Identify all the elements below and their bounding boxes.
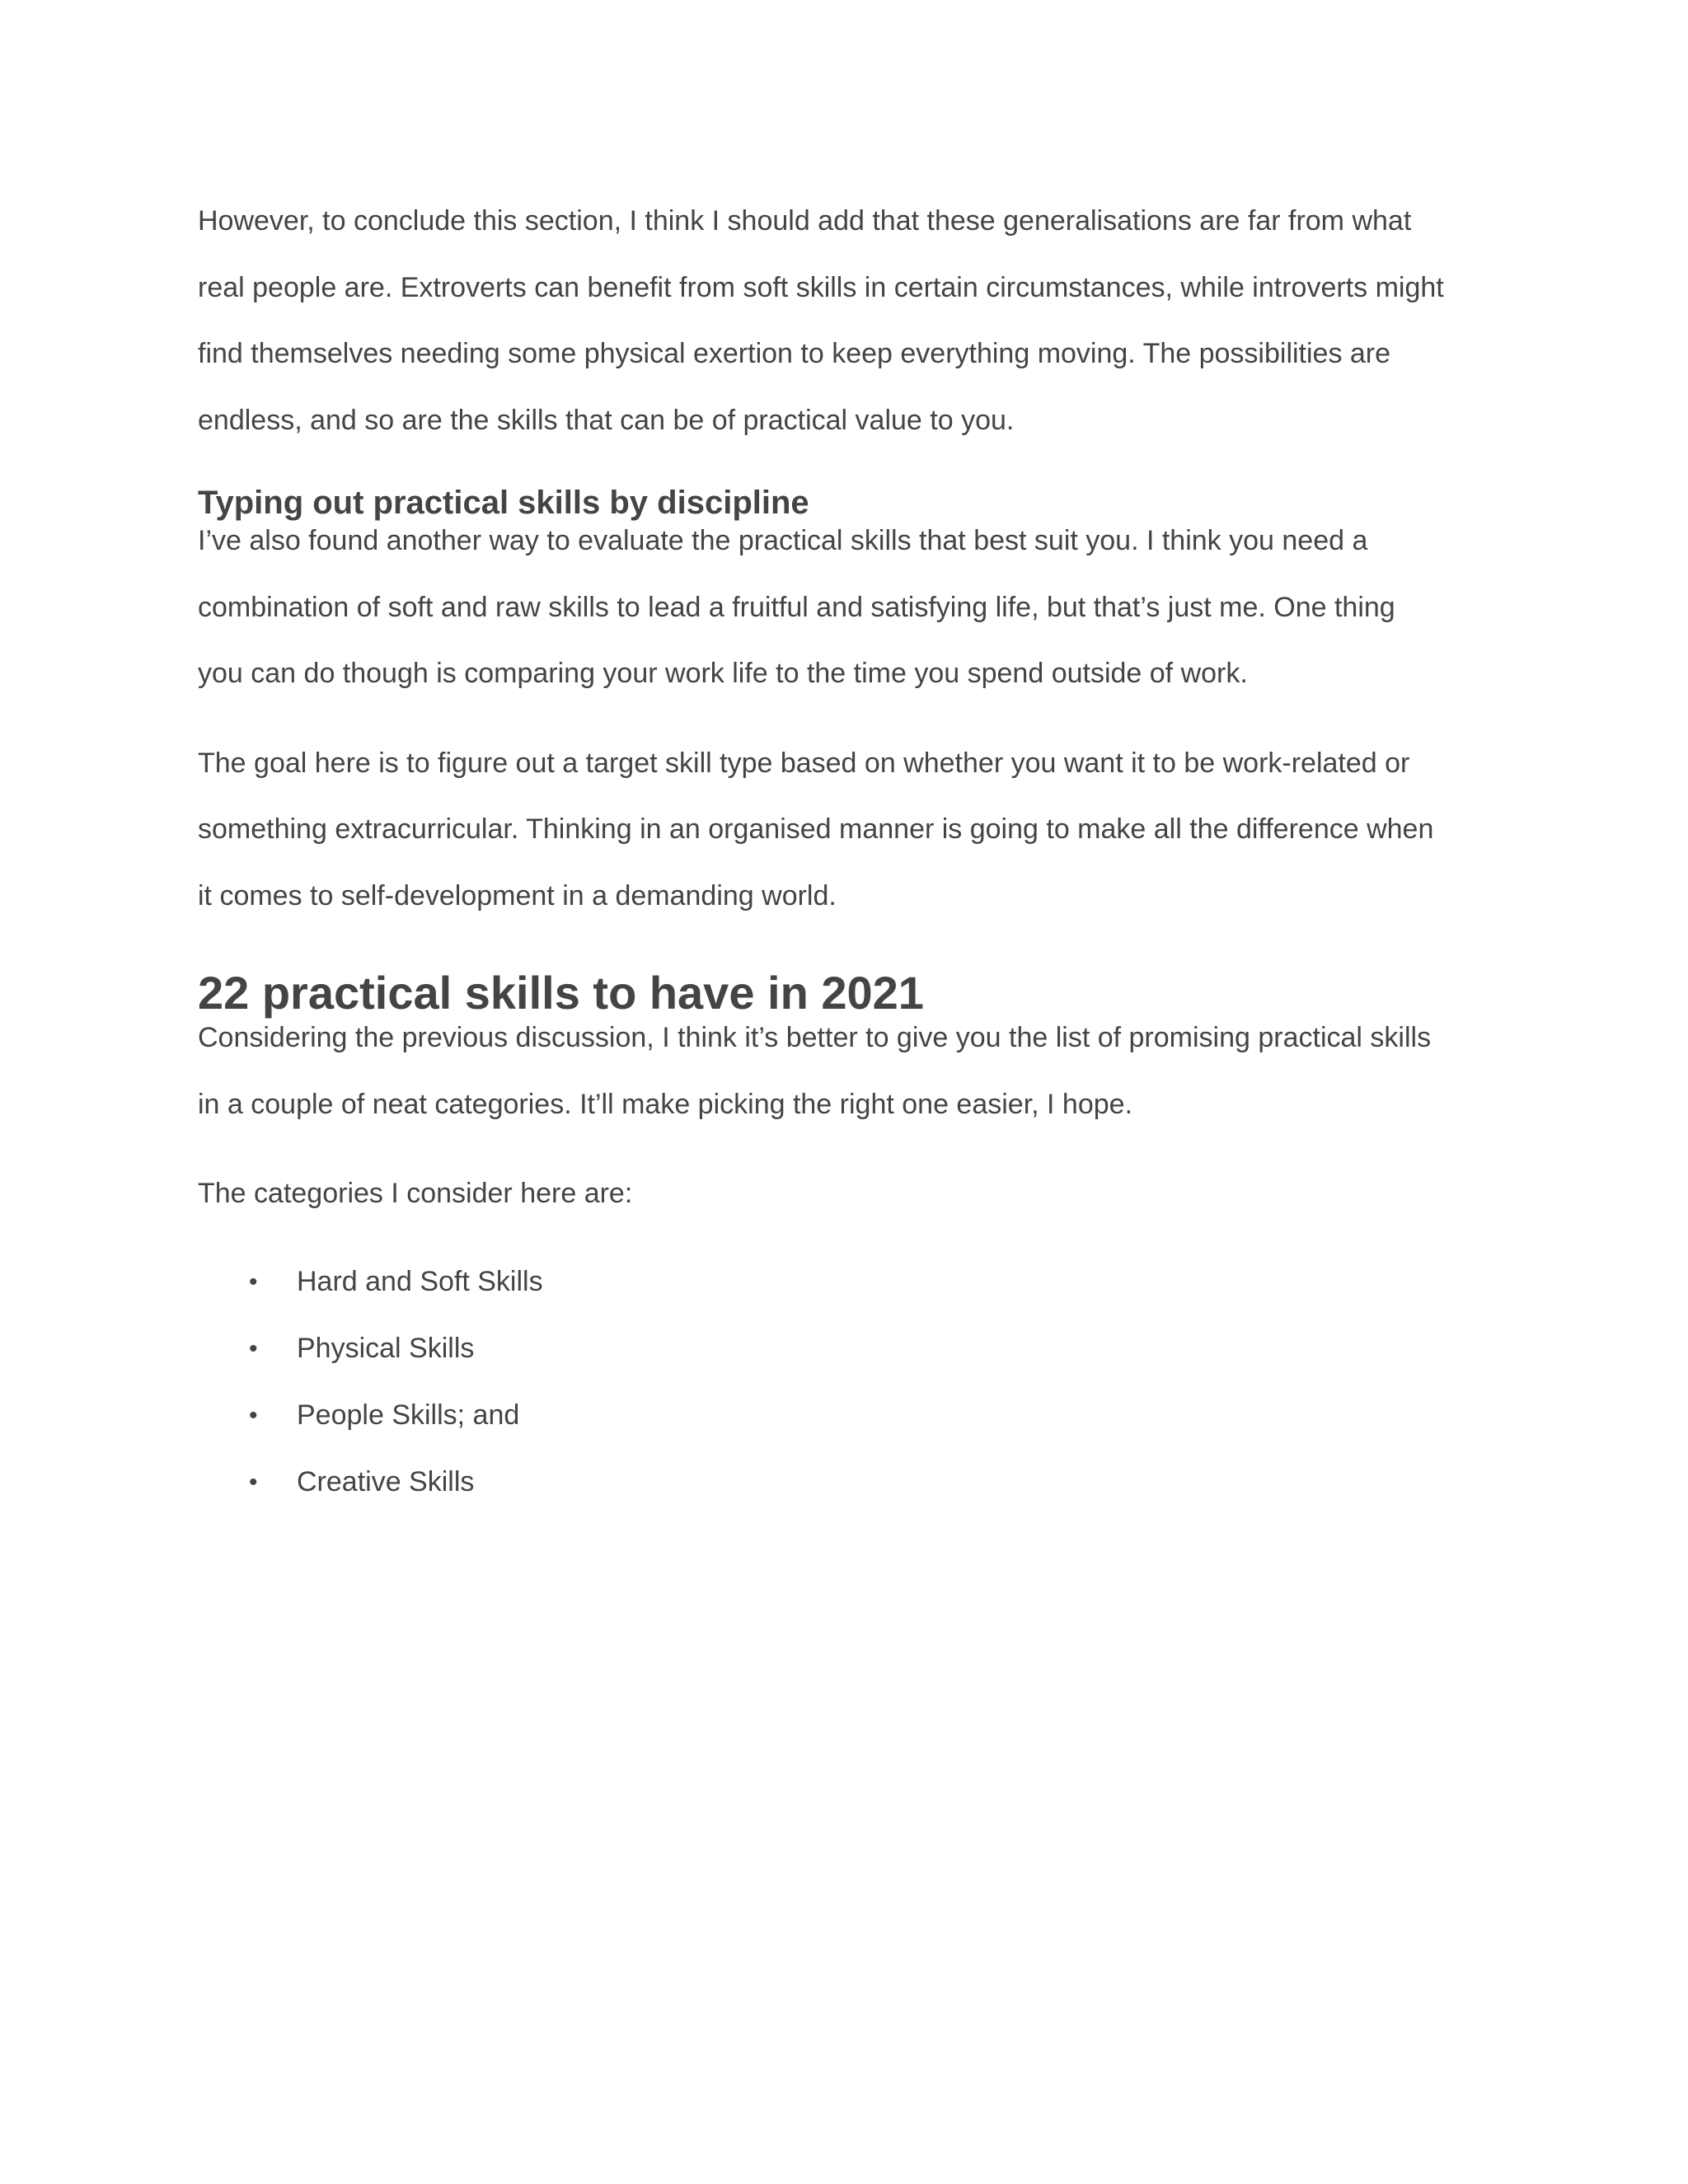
paragraph-line: combination of soft and raw skills to lead a fruitful and satisfying life, but that’s just me. One thing <box>198 591 1395 623</box>
paragraph-line: you can do though is comparing your work life to the time you spend outside of work. <box>198 658 1248 689</box>
paragraph-line: However, to conclude this section, I think I should add that these generalisations are far from what <box>198 205 1412 237</box>
document-page <box>198 188 1492 1516</box>
skills-paragraph-1 <box>198 1005 1492 1137</box>
categories-list <box>198 1249 1492 1516</box>
paragraph-line: something extracurricular. Thinking in an organised manner is going to make all the difference when <box>198 813 1434 845</box>
list-item-text: Hard and Soft Skills <box>297 1265 543 1297</box>
paragraph-line: I’ve also found another way to evaluate the practical skills that best suit you. I think you need a <box>198 525 1368 556</box>
list-item-text: Creative Skills <box>297 1465 475 1497</box>
paragraph-line: endless, and so are the skills that can be of practical value to you. <box>198 404 1015 436</box>
skills-heading: 22 practical skills to have in 2021 <box>198 967 924 1019</box>
paragraph-line: in a couple of neat categories. It’ll make picking the right one easier, I hope. <box>198 1088 1133 1120</box>
skills-paragraph-2: The categories I consider here are: <box>198 1178 633 1209</box>
paragraph-line: The goal here is to figure out a target skill type based on whether you want it to be work-related or <box>198 747 1410 779</box>
paragraph-line: real people are. Extroverts can benefit from soft skills in certain circumstances, while introverts might <box>198 271 1444 303</box>
list-item-text: Physical Skills <box>297 1332 475 1364</box>
bullet-icon: • <box>249 1268 258 1296</box>
paragraph-line: find themselves needing some physical exertion to keep everything moving. The possibilities are <box>198 338 1391 369</box>
list-item <box>198 1449 1492 1516</box>
paragraph-line: Considering the previous discussion, I think it’s better to give you the list of promising practical skills <box>198 1022 1432 1053</box>
list-item <box>198 1382 1492 1449</box>
discipline-heading: Typing out practical skills by discipline <box>198 485 809 521</box>
bullet-icon: • <box>249 1468 258 1496</box>
list-item-text: People Skills; and <box>297 1399 520 1431</box>
paragraph-line: it comes to self-development in a demanding world. <box>198 879 837 912</box>
intro-paragraph <box>198 188 1492 453</box>
list-item <box>198 1249 1492 1315</box>
bullet-icon: • <box>249 1334 258 1362</box>
discipline-paragraph-1 <box>198 508 1492 707</box>
bullet-icon: • <box>249 1401 258 1429</box>
discipline-paragraph-2 <box>198 730 1492 930</box>
list-item <box>198 1315 1492 1382</box>
